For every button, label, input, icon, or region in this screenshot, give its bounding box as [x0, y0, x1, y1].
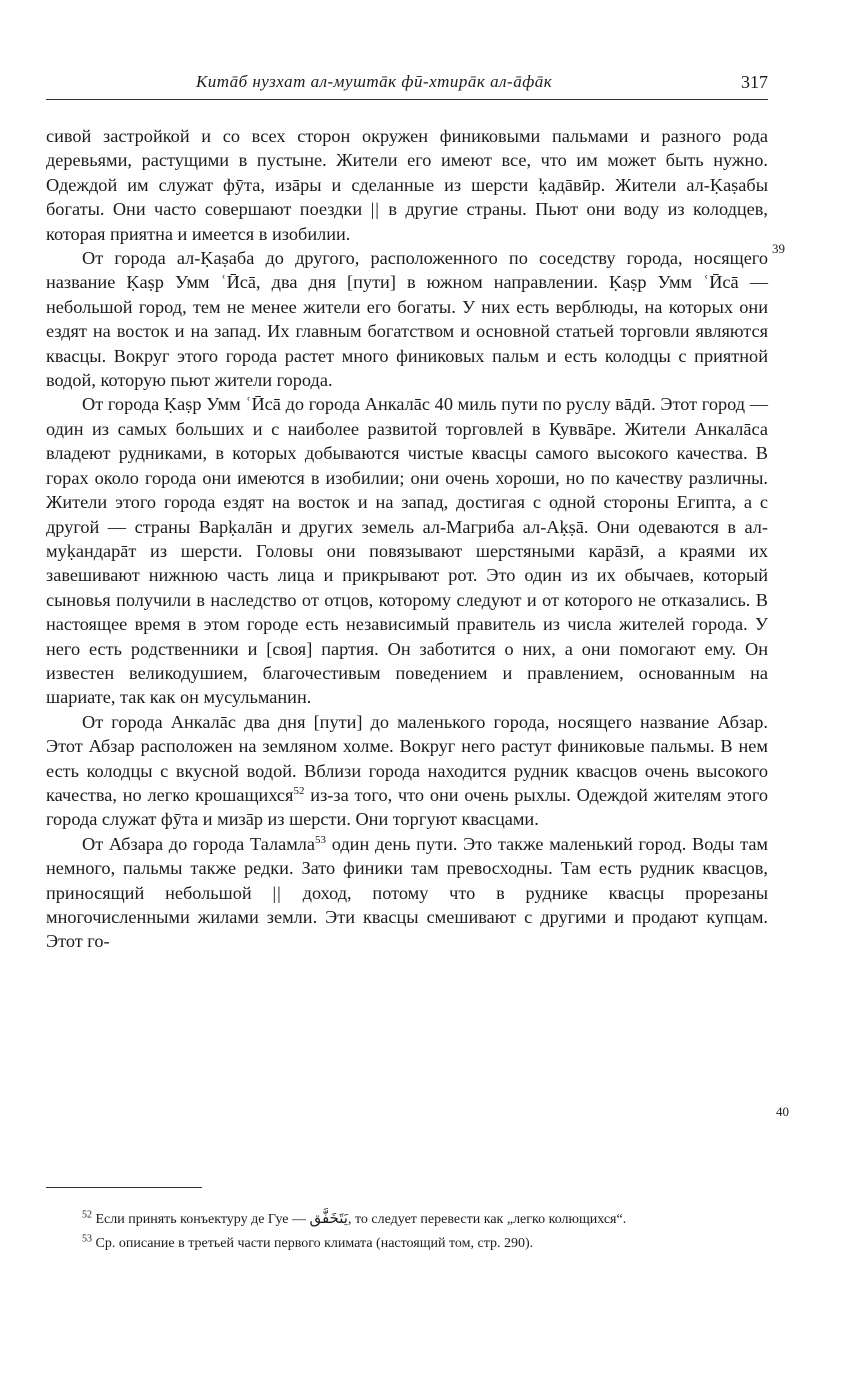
paragraph-5	[46, 832, 768, 954]
running-title: Китāб нузхат ал-муштāк фӣ-хтирāк ал-āфāк	[196, 72, 553, 91]
header-rule	[46, 99, 768, 100]
footnote-52	[46, 1208, 768, 1230]
footnote-number: 53	[82, 1233, 92, 1245]
footnote-52-text-b: , то следует перевести как „легко колющихся“.	[347, 1212, 627, 1227]
arabic-word: يَتَخَفَّق	[309, 1209, 348, 1227]
page-header	[46, 72, 768, 102]
margin-folio-40: 40	[776, 1104, 789, 1119]
footnote-53-text: Ср. описание в третьей части первого климата (настоящий том, стр. 290).	[95, 1236, 534, 1251]
paragraph-4-text-a: От города Анкалāс два дня [пути] до маленького города, носящего название Абзар. Этот Абзар расположен на земляном холме. Вокруг него растут финиковые пальмы. В нем есть колодцы с вкусной водой. Вблизи города находится рудник квасцов очень высокого качества, но легко крошащихся	[46, 711, 768, 805]
paragraph-4-text-b: из-за того, что они очень рыхлы. Одеждой жителям этого города служат фӯта и мизāр из шерсти. Они торгуют квасцами.	[46, 784, 769, 830]
margin-folio-39: 39	[772, 241, 785, 256]
page-number: 317	[741, 72, 768, 92]
footnote-53	[46, 1233, 768, 1254]
footnotes	[46, 1208, 768, 1257]
footnote-ref-53[interactable]: 53	[315, 833, 327, 846]
paragraph-1-text-a: сивой застройкой и со всех сторон окружен финиковыми пальмами и разного рода деревьями, растущими в пустыне. Жители его имеют все, что им может быть нужно. Одеждой им служат фӯта, изāры и сделанные из шерсти ḳадāвӣр. Жители ал-Ḳаṣабы богаты. Они часто совершают поездки	[46, 126, 768, 220]
paragraph-2: От города ал-Ḳаṣаба до другого, расположенного по соседству города, носящего название Ḳаṣр Умм ʿӢсā, два дня [пути] в южном направлении. Ḳаṣр Умм ʿӢсā — небольшой город, тем не менее жители его богаты. У них есть верблюды, на которых они ездят на восток и на запад. Их главным богатством и основной статьей торговли являются квасцы. Вокруг этого города растет много финиковых пальм и есть колодцы с приятной водой, которую пьют жители города.	[46, 248, 768, 391]
footnote-number: 52	[82, 1209, 92, 1221]
footnote-52-text-a: Если принять конъектуру де Гуе —	[95, 1212, 306, 1227]
folio-break-marker: ||	[272, 882, 282, 903]
paragraph-1-text-b: в другие страны. Пьют они воду из колодцев, которая приятна и имеется в изобилии.	[46, 199, 768, 244]
paragraph-3: От города Ḳаṣр Умм ʿӢсā до города Анкалāс 40 миль пути по руслу вāдӣ. Этот город — один из самых больших и с наиболее развитой торговлей в Куввāре. Жители Анкалāса владеют рудниками, в которых добываются чистые квасцы самого высокого качества. В горах около города они имеются в изобилии; они очень хороши, но по качеству различны. Жители этого города ездят на восток и на запад, достигая с одной стороны Египта, а с другой — страны Варḳалāн и других земель ал-Магриба ал-Аḳṣā. Они одеваются в ал-муḳандарāт из шерсти. Головы они повязывают шерстяными карāзӣ, а краями их завешивают нижнюю часть лица и прикрывают рот. Это один из их обычаев, который сыновья получили в наследство от отцов, которому следуют и от которого не отказались. В настоящее время в этом городе есть независимый правитель из числа жителей города. У него есть родственники и [своя] партия. Он заботится о них, а они помогают ему. Он известен великодушием, благочестивым поведением и правлением, основанным на шариате, так как он мусульманин.	[46, 394, 768, 708]
footnote-ref-52[interactable]: 52	[293, 784, 305, 797]
paragraph-5-text-a: От Абзара до города Таламла	[82, 833, 316, 854]
folio-break-marker: ||	[370, 199, 380, 220]
paragraph-4	[46, 710, 768, 832]
paragraph-5-text-b: один день пути. Это также маленький город. Воды там немного, пальмы также редки. Зато финики там превосходны. Там есть рудник квасцов, приносящий небольшой	[46, 833, 769, 903]
paragraph-5-text-c: доход, потому что в руднике квасцы прорезаны многочисленными жилами земли. Эти квасцы смешивают с другими и продают купцам. Этот го-	[46, 882, 769, 952]
paragraph-1	[46, 124, 768, 246]
body-text	[46, 124, 768, 954]
footnote-rule	[46, 1187, 202, 1188]
